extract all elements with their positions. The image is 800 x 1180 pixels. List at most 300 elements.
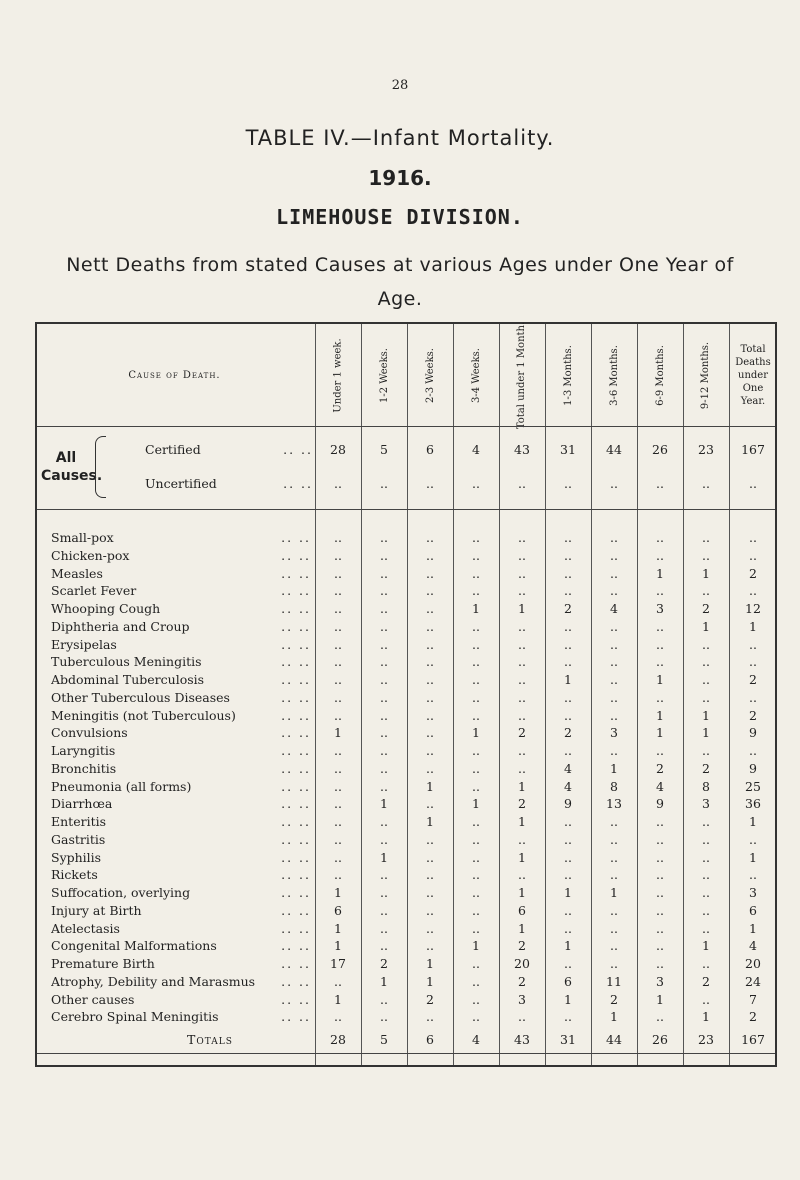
table-subtitle: Nett Deaths from stated Causes at various Ages under One Year of Age. — [66, 254, 734, 310]
table-row — [37, 796, 775, 814]
total-column-header: Total Deaths under One Year. — [735, 343, 771, 407]
table-cell: .. — [334, 618, 342, 634]
table-cell: .. — [610, 689, 618, 705]
table-cell: .. — [334, 565, 342, 581]
table-cell: 2 — [518, 796, 526, 812]
table-cell: .. — [702, 743, 710, 758]
table-cell: .. — [426, 565, 434, 581]
table-row — [37, 832, 775, 850]
table-cell: .. — [380, 672, 388, 687]
table-cell: 1 — [610, 1009, 618, 1025]
table-row — [37, 779, 775, 797]
row-label — [51, 885, 313, 900]
table-cell: 1 — [564, 672, 572, 687]
row-label-text: Rickets — [51, 867, 101, 882]
leader-dots: .. .. — [281, 1009, 311, 1025]
table-cell: 1 — [610, 760, 618, 776]
table-cell: .. — [564, 476, 572, 491]
table-cell: 5 — [380, 442, 388, 457]
leader-dots: .. .. — [283, 442, 313, 457]
table-cell: .. — [334, 689, 342, 705]
table-cell: 9 — [749, 725, 757, 741]
table-cell: .. — [610, 565, 618, 581]
table-cell: .. — [702, 583, 710, 599]
table-cell: .. — [472, 849, 480, 865]
table-cell: .. — [518, 476, 526, 491]
table-cell: .. — [472, 707, 480, 723]
table-cell: .. — [380, 1009, 388, 1025]
table-cell: 1 — [518, 601, 526, 616]
row-label-text: Abdominal Tuberculosis — [51, 672, 207, 687]
table-cell: .. — [426, 725, 434, 741]
table-cell: .. — [564, 689, 572, 705]
table-cell: .. — [472, 689, 480, 705]
table-row — [37, 583, 775, 601]
table-cell: .. — [749, 743, 757, 758]
table-cell: .. — [702, 831, 710, 847]
table-cell: 36 — [745, 796, 761, 812]
row-label — [51, 530, 313, 545]
row-label — [51, 672, 313, 687]
row-label — [51, 654, 313, 669]
table-cell: 31 — [560, 442, 576, 457]
table-cell: .. — [564, 583, 572, 599]
table-cell: .. — [610, 743, 618, 758]
table-cell: .. — [656, 583, 664, 599]
table-cell: .. — [518, 1009, 526, 1025]
table-cell: .. — [380, 760, 388, 776]
table-cell: .. — [610, 636, 618, 652]
leader-dots: .. .. — [281, 725, 311, 741]
row-label — [51, 637, 313, 652]
table-cell: .. — [564, 956, 572, 971]
table-row — [37, 601, 775, 619]
table-row — [37, 814, 775, 832]
column-header-label: 6-9 Months. — [654, 344, 666, 406]
table-cell: 2 — [518, 725, 526, 741]
column-header — [591, 324, 637, 426]
table-cell: .. — [518, 618, 526, 634]
table-cell: .. — [656, 920, 664, 936]
table-cell: 1 — [518, 849, 526, 865]
table-cell: .. — [610, 530, 618, 545]
table-cell: .. — [334, 601, 342, 616]
table-row — [37, 637, 775, 655]
row-label-text: Laryngitis — [51, 743, 118, 758]
table-cell: .. — [702, 672, 710, 687]
table-cell: 20 — [514, 956, 530, 971]
table-cell: .. — [426, 689, 434, 705]
all-causes-label: All Causes. — [41, 450, 103, 484]
table-cell: 4 — [472, 442, 480, 457]
table-cell: .. — [610, 938, 618, 954]
table-cell: .. — [334, 973, 342, 989]
table-cell: .. — [749, 530, 757, 545]
table-cell: .. — [749, 547, 757, 563]
column-header — [407, 324, 453, 426]
table-cell: 9 — [749, 760, 757, 776]
row-label — [51, 761, 313, 776]
table-cell: .. — [472, 920, 480, 936]
table-row — [37, 530, 775, 548]
table-row — [37, 938, 775, 956]
table-cell: .. — [610, 672, 618, 687]
table-cell: .. — [564, 707, 572, 723]
column-header — [361, 324, 407, 426]
table-cell: 1 — [749, 920, 757, 936]
table-cell: 25 — [745, 778, 761, 794]
table-cell: 4 — [749, 938, 757, 954]
table-cell: 4 — [472, 1032, 480, 1047]
table-rule — [37, 509, 775, 510]
table-cell: 1 — [472, 796, 480, 812]
leader-dots: .. .. — [281, 920, 311, 936]
table-cell: .. — [380, 547, 388, 563]
table-row — [37, 708, 775, 726]
table-cell: 9 — [656, 796, 664, 812]
table-cell: 8 — [702, 778, 710, 794]
table-cell: 6 — [749, 902, 757, 918]
table-cell: 43 — [514, 1032, 530, 1047]
table-cell: .. — [380, 814, 388, 829]
table-row — [37, 743, 775, 761]
row-label-text: Totals — [187, 1032, 236, 1047]
table-cell: 2 — [518, 938, 526, 954]
table-cell: 2 — [702, 760, 710, 776]
row-label — [51, 992, 313, 1007]
table-cell: .. — [380, 778, 388, 794]
table-cell: .. — [518, 689, 526, 705]
table-cell: .. — [426, 601, 434, 616]
table-cell: .. — [380, 743, 388, 758]
table-cell: 17 — [330, 956, 346, 971]
table-cell: 1 — [564, 991, 572, 1007]
table-cell: .. — [656, 654, 664, 670]
table-cell: .. — [610, 654, 618, 670]
table-cell: .. — [472, 991, 480, 1007]
row-label — [51, 690, 313, 705]
table-cell: 24 — [745, 973, 761, 989]
table-cell: .. — [610, 618, 618, 634]
table-row — [37, 850, 775, 868]
row-label — [51, 903, 313, 918]
row-label-text: Atrophy, Debility and Marasmus — [51, 974, 258, 989]
table-cell: .. — [380, 565, 388, 581]
row-label — [51, 832, 313, 847]
table-cell: .. — [380, 991, 388, 1007]
table-cell: .. — [334, 672, 342, 687]
table-cell: .. — [426, 743, 434, 758]
leader-dots: .. .. — [281, 565, 311, 581]
table-row — [37, 566, 775, 584]
table-row — [37, 885, 775, 903]
all-causes-certified-row — [37, 442, 775, 460]
table-cell: .. — [702, 885, 710, 900]
table-cell: .. — [426, 920, 434, 936]
row-label — [51, 619, 313, 634]
table-cell: .. — [610, 920, 618, 936]
table-cell: 6 — [564, 973, 572, 989]
table-cell: .. — [610, 707, 618, 723]
table-cell: .. — [426, 672, 434, 687]
table-cell: .. — [334, 476, 342, 491]
row-label-text: Measles — [51, 566, 106, 581]
table-cell: .. — [472, 618, 480, 634]
table-cell: .. — [380, 725, 388, 741]
table-cell: .. — [334, 530, 342, 545]
table-cell: .. — [472, 565, 480, 581]
table-cell: 1 — [426, 778, 434, 794]
row-label-text: Gastritis — [51, 832, 108, 847]
table-cell: .. — [426, 547, 434, 563]
table-cell: .. — [702, 636, 710, 652]
table-row — [37, 654, 775, 672]
leader-dots: .. .. — [281, 672, 311, 687]
page-number: 28 — [391, 78, 409, 93]
table-cell: 1 — [656, 565, 664, 581]
leader-dots: .. .. — [281, 636, 311, 652]
table-cell: .. — [518, 565, 526, 581]
leader-dots: .. .. — [281, 707, 311, 723]
table-cell: .. — [656, 636, 664, 652]
row-label — [51, 796, 313, 811]
row-label-text: Congenital Malformations — [51, 938, 220, 953]
table-cell: 6 — [334, 902, 342, 918]
table-cell: .. — [380, 920, 388, 936]
leader-dots: .. .. — [281, 796, 311, 812]
table-cell: .. — [610, 902, 618, 918]
table-cell: .. — [656, 743, 664, 758]
table-cell: .. — [518, 707, 526, 723]
row-label — [51, 974, 313, 989]
table-cell: 1 — [702, 618, 710, 634]
column-header-label: 3-6 Months. — [608, 344, 620, 406]
table-cell: .. — [472, 760, 480, 776]
table-cell: 1 — [472, 725, 480, 741]
table-cell: .. — [426, 796, 434, 812]
table-cell: .. — [656, 814, 664, 829]
leader-dots: .. .. — [281, 530, 311, 545]
table-cell: .. — [472, 743, 480, 758]
table-cell: 1 — [702, 725, 710, 741]
table-cell: 28 — [330, 1032, 346, 1047]
row-label — [145, 442, 315, 457]
table-row — [37, 974, 775, 992]
leader-dots: .. .. — [281, 885, 311, 900]
column-header — [315, 324, 361, 426]
table-cell: 2 — [749, 707, 757, 723]
table-cell: .. — [472, 902, 480, 918]
table-cell: 2 — [749, 1009, 757, 1025]
table-cell: .. — [472, 814, 480, 829]
table-cell: .. — [564, 867, 572, 883]
table-cell: 1 — [472, 938, 480, 954]
totals-row — [37, 1032, 775, 1050]
table-cell: .. — [702, 689, 710, 705]
table-cell: .. — [380, 583, 388, 599]
table-rule — [37, 1053, 775, 1054]
row-label-text: Enteritis — [51, 814, 109, 829]
table-cell: .. — [380, 601, 388, 616]
table-cell: 6 — [518, 902, 526, 918]
leader-dots: .. .. — [281, 547, 311, 563]
table-cell: .. — [472, 547, 480, 563]
table-cell: 44 — [606, 1032, 622, 1047]
table-cell: .. — [656, 618, 664, 634]
table-cell: .. — [472, 530, 480, 545]
row-label-text: Cerebro Spinal Meningitis — [51, 1009, 222, 1024]
table-cell: .. — [610, 814, 618, 829]
table-cell: .. — [426, 476, 434, 491]
table-cell: 2 — [656, 760, 664, 776]
column-header-label: Under 1 week. — [332, 337, 344, 413]
table-cell: 23 — [698, 442, 714, 457]
row-label-text: Diarrhœa — [51, 796, 115, 811]
table-cell: .. — [426, 831, 434, 847]
row-label — [51, 548, 313, 563]
table-cell: .. — [380, 707, 388, 723]
row-label-text: Whooping Cough — [51, 601, 163, 616]
table-cell: .. — [656, 547, 664, 563]
row-label-text: Injury at Birth — [51, 903, 145, 918]
row-label-text: Small-pox — [51, 530, 117, 545]
table-cell: .. — [564, 849, 572, 865]
table-cell: 20 — [745, 956, 761, 971]
table-row — [37, 903, 775, 921]
table-cell: .. — [702, 849, 710, 865]
column-header — [453, 324, 499, 426]
row-label-text: Scarlet Fever — [51, 583, 139, 598]
table-cell: .. — [334, 1009, 342, 1025]
table-cell: .. — [426, 1009, 434, 1025]
column-header-label: 2-3 Weeks. — [424, 347, 436, 403]
table-cell: 1 — [426, 956, 434, 971]
table-cell: 1 — [656, 672, 664, 687]
table-cell: .. — [564, 743, 572, 758]
table-cell: .. — [518, 636, 526, 652]
table-cell: .. — [472, 583, 480, 599]
table-cell: .. — [564, 831, 572, 847]
table-cell: .. — [518, 547, 526, 563]
leader-dots: .. .. — [281, 938, 311, 954]
table-cell: 23 — [698, 1032, 714, 1047]
table-cell: .. — [472, 1009, 480, 1025]
column-header — [499, 321, 545, 429]
table-cell: .. — [564, 920, 572, 936]
table-cell: .. — [426, 867, 434, 883]
column-header — [637, 324, 683, 426]
table-cell: 3 — [656, 601, 664, 616]
table-cell: .. — [749, 583, 757, 599]
table-cell: .. — [334, 849, 342, 865]
leader-dots: .. .. — [281, 867, 311, 883]
table-cell: 1 — [610, 885, 618, 900]
table-cell: .. — [426, 938, 434, 954]
leader-dots: .. .. — [281, 814, 311, 829]
table-cell: 1 — [518, 814, 526, 829]
table-cell: 1 — [334, 725, 342, 741]
table-cell: .. — [518, 760, 526, 776]
table-cell: 5 — [380, 1032, 388, 1047]
table-cell: .. — [610, 831, 618, 847]
table-cell: 2 — [749, 565, 757, 581]
table-cell: 1 — [702, 1009, 710, 1025]
table-cell: .. — [702, 654, 710, 670]
table-cell: 12 — [745, 601, 761, 616]
row-label — [145, 476, 315, 491]
leader-dots: .. .. — [281, 778, 311, 794]
division-heading: LIMEHOUSE DIVISION. — [276, 205, 524, 229]
table-cell: .. — [564, 618, 572, 634]
table-cell: 3 — [610, 725, 618, 741]
table-cell: .. — [656, 530, 664, 545]
table-cell: 2 — [702, 973, 710, 989]
table-cell: .. — [518, 831, 526, 847]
table-row — [37, 619, 775, 637]
table-cell: .. — [334, 707, 342, 723]
row-label — [51, 601, 313, 616]
leader-dots: .. .. — [281, 618, 311, 634]
table-cell: .. — [656, 956, 664, 971]
table-cell: .. — [656, 476, 664, 491]
table-cell: 1 — [656, 991, 664, 1007]
leader-dots: .. .. — [281, 654, 311, 670]
table-cell: .. — [610, 849, 618, 865]
table-cell: .. — [472, 867, 480, 883]
leader-dots: .. .. — [281, 583, 311, 599]
row-label — [51, 1009, 313, 1024]
table-cell: 1 — [426, 814, 434, 829]
leader-dots: .. .. — [281, 601, 311, 616]
table-cell: .. — [426, 583, 434, 599]
table-cell: 1 — [426, 973, 434, 989]
leader-dots: .. .. — [281, 849, 311, 865]
row-label — [51, 708, 313, 723]
row-label — [51, 850, 313, 865]
table-cell: .. — [564, 654, 572, 670]
table-row — [37, 672, 775, 690]
row-label-text: Certified — [145, 442, 204, 457]
table-row — [37, 690, 775, 708]
cause-column-header: Cause of Death. — [128, 369, 221, 381]
row-label-text: Atelectasis — [51, 921, 123, 936]
table-cell: 1 — [334, 885, 342, 900]
table-cell: .. — [702, 991, 710, 1007]
table-cell: .. — [564, 814, 572, 829]
table-cell: .. — [472, 956, 480, 971]
leader-dots: .. .. — [281, 902, 311, 918]
table-cell: .. — [564, 530, 572, 545]
row-label-text: Chicken-pox — [51, 548, 132, 563]
table-row — [37, 725, 775, 743]
row-label-text: Convulsions — [51, 725, 131, 740]
table-cell: .. — [564, 1009, 572, 1025]
table-cell: 13 — [606, 796, 622, 812]
table-cell: .. — [334, 654, 342, 670]
table-cell: 2 — [702, 601, 710, 616]
column-header-label: 1-2 Weeks. — [378, 347, 390, 403]
table-cell: 1 — [380, 849, 388, 865]
table-cell: 1 — [334, 920, 342, 936]
table-cell: 1 — [518, 885, 526, 900]
table-cell: .. — [702, 547, 710, 563]
table-title: TABLE IV.—Infant Mortality. — [245, 126, 555, 150]
table-cell: .. — [702, 867, 710, 883]
leader-dots: .. .. — [281, 991, 311, 1007]
table-cell: .. — [472, 778, 480, 794]
table-cell: .. — [334, 814, 342, 829]
table-cell: .. — [472, 831, 480, 847]
